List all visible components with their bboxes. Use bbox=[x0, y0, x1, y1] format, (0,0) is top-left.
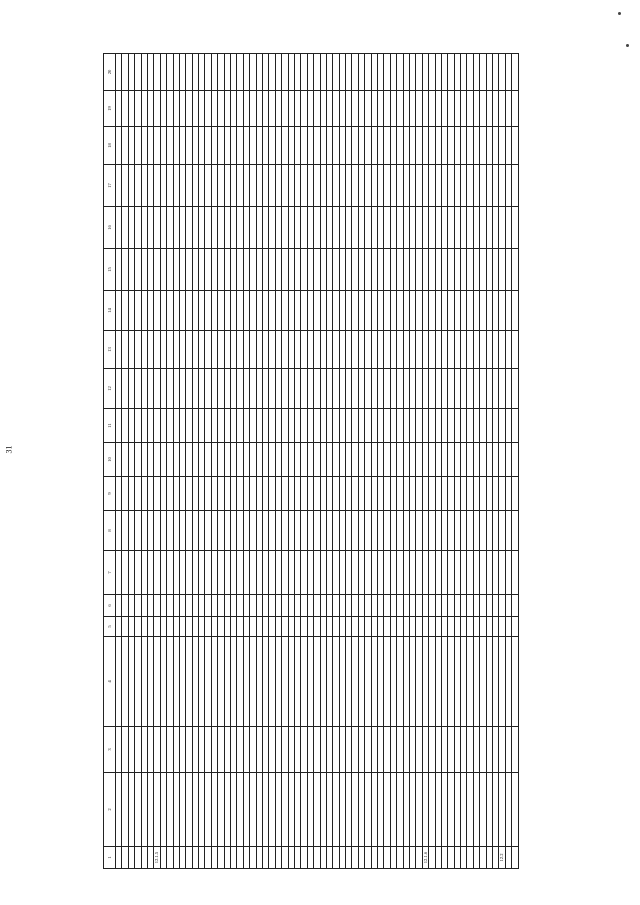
table-body bbox=[116, 54, 519, 869]
value-cell bbox=[512, 127, 518, 165]
cell-c6 bbox=[512, 595, 518, 617]
column-number: 8 bbox=[104, 511, 116, 551]
cell-c5 bbox=[512, 617, 518, 637]
column-number: 2 bbox=[104, 773, 116, 847]
value-cell bbox=[512, 249, 518, 291]
cell-c4 bbox=[512, 637, 518, 727]
table-row bbox=[512, 54, 518, 869]
column-number: 19 bbox=[104, 91, 116, 127]
value-cell bbox=[512, 91, 518, 127]
value-cell bbox=[512, 443, 518, 477]
stray-mark bbox=[626, 44, 629, 47]
stray-mark bbox=[618, 12, 621, 15]
column-number-row bbox=[104, 54, 116, 869]
cell-c1 bbox=[512, 847, 518, 869]
page-number: 31 bbox=[4, 445, 14, 454]
cell-c7 bbox=[512, 551, 518, 595]
column-number: 3 bbox=[104, 727, 116, 773]
value-cell bbox=[512, 331, 518, 369]
cell-c1: 12.1.6 bbox=[422, 847, 428, 869]
cell-c1: 12.1.5 bbox=[154, 847, 160, 869]
value-cell bbox=[512, 409, 518, 443]
column-number: 5 bbox=[104, 617, 116, 637]
value-cell bbox=[512, 511, 518, 551]
column-number: 12 bbox=[104, 369, 116, 409]
value-cell bbox=[512, 207, 518, 249]
column-number: 9 bbox=[104, 477, 116, 511]
column-number: 17 bbox=[104, 165, 116, 207]
column-number: 18 bbox=[104, 127, 116, 165]
column-number: 16 bbox=[104, 207, 116, 249]
column-number: 10 bbox=[104, 443, 116, 477]
cell-c1: 12.2 bbox=[499, 847, 505, 869]
column-number: 14 bbox=[104, 291, 116, 331]
cell-c3 bbox=[512, 727, 518, 773]
column-number: 15 bbox=[104, 249, 116, 291]
budget-table bbox=[103, 53, 519, 869]
column-number: 20 bbox=[104, 54, 116, 91]
column-number: 13 bbox=[104, 331, 116, 369]
column-number: 4 bbox=[104, 637, 116, 727]
value-cell bbox=[512, 291, 518, 331]
value-cell bbox=[512, 54, 518, 91]
column-number: 1 bbox=[104, 847, 116, 869]
column-number: 6 bbox=[104, 595, 116, 617]
value-cell bbox=[512, 477, 518, 511]
value-cell bbox=[512, 165, 518, 207]
budget-table-rotated bbox=[103, 69, 608, 869]
column-number: 11 bbox=[104, 409, 116, 443]
column-number: 7 bbox=[104, 551, 116, 595]
cell-c2 bbox=[512, 773, 518, 847]
value-cell bbox=[512, 369, 518, 409]
